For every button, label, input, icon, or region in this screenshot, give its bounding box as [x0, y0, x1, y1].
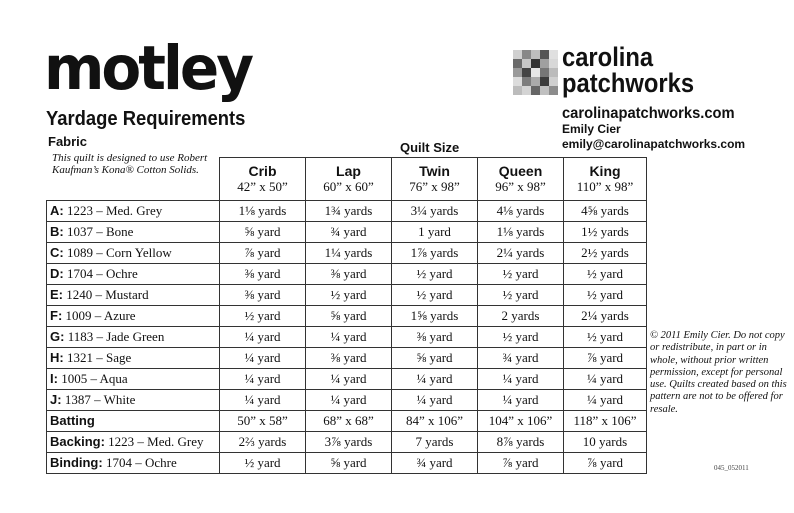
- yardage-cell: 2⅔ yards: [220, 432, 306, 453]
- logo-tile: [513, 59, 522, 68]
- yardage-cell: 68” x 68”: [306, 411, 392, 432]
- fabric-key: H:: [50, 350, 64, 365]
- size-twin-header: Twin 76” x 98”: [392, 158, 478, 201]
- yardage-cell: ½ yard: [392, 285, 478, 306]
- logo-tile: [531, 77, 540, 86]
- table-row: [47, 453, 647, 474]
- fabric-name: 1387 – White: [61, 392, 136, 407]
- table-row: [47, 432, 647, 453]
- yardage-cell: 1½ yards: [564, 222, 647, 243]
- table-row: [47, 348, 647, 369]
- fabric-key: F:: [50, 308, 63, 323]
- yardage-cell: 84” x 106”: [392, 411, 478, 432]
- logo-tile: [540, 68, 549, 77]
- fabric-key: J:: [50, 392, 62, 407]
- yardage-cell: ½ yard: [220, 306, 306, 327]
- fabric-key: B:: [50, 224, 64, 239]
- header-blank-cell: [47, 158, 220, 201]
- yardage-cell: ⅝ yard: [306, 453, 392, 474]
- fabric-name: 1005 – Aqua: [57, 371, 128, 386]
- logo-tile: [513, 50, 522, 59]
- fabric-row-label: [47, 285, 220, 306]
- yardage-cell: ½ yard: [564, 327, 647, 348]
- yardage-cell: ⅜ yard: [306, 348, 392, 369]
- yardage-cell: ⅞ yard: [220, 243, 306, 264]
- size-queen-header: Queen 96” x 98”: [478, 158, 564, 201]
- fabric-key: D:: [50, 266, 64, 281]
- yardage-cell: ⅝ yard: [392, 348, 478, 369]
- author-name: Emily Cier: [562, 122, 621, 136]
- yardage-cell: 118” x 106”: [564, 411, 647, 432]
- yardage-cell: ½ yard: [392, 264, 478, 285]
- fabric-key: E:: [50, 287, 63, 302]
- yardage-cell: 1¼ yards: [306, 243, 392, 264]
- yardage-cell: ⅜ yard: [392, 327, 478, 348]
- yardage-cell: ¾ yard: [392, 453, 478, 474]
- table-row: [47, 264, 647, 285]
- logo-tile: [522, 50, 531, 59]
- yardage-cell: ½ yard: [220, 453, 306, 474]
- yardage-cell: 4⅛ yards: [478, 201, 564, 222]
- copyright-notice: © 2011 Emily Cier. Do not copy or redistribute, in part or in whole, without prior written permission, except for personal use. Quilts created based on this pattern are not to be offered for resale.: [650, 330, 787, 415]
- yardage-cell: ¼ yard: [220, 369, 306, 390]
- table-row: [47, 201, 647, 222]
- fabric-name: 1321 – Sage: [63, 350, 132, 365]
- yardage-cell: 1⅛ yards: [220, 201, 306, 222]
- fabric-label: Fabric: [48, 134, 88, 149]
- yardage-cell: ¾ yard: [478, 348, 564, 369]
- fabric-key: Backing:: [50, 434, 105, 449]
- fabric-name: 1183 – Jade Green: [64, 329, 165, 344]
- logo-tile: [549, 68, 558, 77]
- logo-tile: [540, 86, 549, 95]
- yardage-cell: ⅜ yard: [220, 285, 306, 306]
- yardage-cell: 7 yards: [392, 432, 478, 453]
- fabric-key: G:: [50, 329, 65, 344]
- fabric-row-label: [47, 201, 220, 222]
- table-row: [47, 390, 647, 411]
- yardage-cell: 2¼ yards: [564, 306, 647, 327]
- logo-tile: [540, 50, 549, 59]
- fabric-name: 1704 – Ochre: [102, 455, 177, 470]
- pattern-code: 045_052011: [714, 464, 749, 472]
- table-row: [47, 327, 647, 348]
- yardage-cell: ½ yard: [478, 264, 564, 285]
- yardage-cell: 1 yard: [392, 222, 478, 243]
- yardage-cell: 2 yards: [478, 306, 564, 327]
- yardage-cell: ¼ yard: [306, 327, 392, 348]
- table-row: [47, 285, 647, 306]
- fabric-row-label: [47, 369, 220, 390]
- logo-tile: [513, 68, 522, 77]
- logo-tile: [522, 68, 531, 77]
- table-row: [47, 369, 647, 390]
- fabric-key: Binding:: [50, 455, 103, 470]
- fabric-name: 1009 – Azure: [62, 308, 136, 323]
- brand-name-line1: carolina: [562, 42, 654, 72]
- fabric-name: 1223 – Med. Grey: [63, 203, 163, 218]
- table-row: [47, 411, 647, 432]
- table-header-row: [47, 158, 647, 201]
- yardage-cell: ½ yard: [478, 327, 564, 348]
- yardage-cell: 1⅞ yards: [392, 243, 478, 264]
- yardage-cell: ½ yard: [478, 285, 564, 306]
- logo-tile: [549, 59, 558, 68]
- yardage-cell: 2¼ yards: [478, 243, 564, 264]
- yardage-cell: ⅝ yard: [220, 222, 306, 243]
- yardage-cell: ½ yard: [564, 264, 647, 285]
- brand-name: [562, 44, 694, 96]
- yardage-cell: ¼ yard: [306, 390, 392, 411]
- logo-tile: [522, 77, 531, 86]
- yardage-cell: 8⅞ yards: [478, 432, 564, 453]
- yardage-cell: ¼ yard: [564, 390, 647, 411]
- yardage-cell: ¼ yard: [392, 369, 478, 390]
- fabric-row-label: [47, 453, 220, 474]
- yardage-cell: ¼ yard: [392, 390, 478, 411]
- brand-name-line2: patchworks: [562, 68, 695, 98]
- fabric-row-label: [47, 348, 220, 369]
- fabric-key: I:: [50, 371, 58, 386]
- fabric-row-label: [47, 390, 220, 411]
- yardage-cell: 1⅛ yards: [478, 222, 564, 243]
- size-lap-header: Lap 60” x 60”: [306, 158, 392, 201]
- fabric-name: 1704 – Ochre: [63, 266, 138, 281]
- fabric-row-label: [47, 243, 220, 264]
- yardage-cell: ¾ yard: [306, 222, 392, 243]
- logo-tile: [522, 59, 531, 68]
- yardage-cell: ⅞ yard: [564, 348, 647, 369]
- yardage-cell: ⅞ yard: [478, 453, 564, 474]
- yardage-cell: ⅜ yard: [220, 264, 306, 285]
- yardage-cell: ¼ yard: [478, 390, 564, 411]
- quilt-size-label: Quilt Size: [400, 140, 460, 155]
- size-crib-header: Crib 42” x 50”: [220, 158, 306, 201]
- logo-tile: [531, 86, 540, 95]
- table-row: [47, 222, 647, 243]
- yardage-cell: ¼ yard: [306, 369, 392, 390]
- yardage-cell: ¼ yard: [220, 327, 306, 348]
- yardage-cell: 2½ yards: [564, 243, 647, 264]
- size-king-header: King 110” x 98”: [564, 158, 647, 201]
- page-subtitle: Yardage Requirements: [46, 108, 246, 130]
- yardage-cell: 3¼ yards: [392, 201, 478, 222]
- logo-tile: [549, 86, 558, 95]
- fabric-name: 1240 – Mustard: [63, 287, 149, 302]
- yardage-cell: 1¾ yards: [306, 201, 392, 222]
- fabric-key: A:: [50, 203, 64, 218]
- yardage-cell: 4⅝ yards: [564, 201, 647, 222]
- logo-tile: [531, 50, 540, 59]
- yardage-cell: 3⅞ yards: [306, 432, 392, 453]
- design-note: This quilt is designed to use Robert Kaufman’s Kona® Cotton Solids.: [52, 152, 208, 176]
- yardage-cell: ¼ yard: [220, 348, 306, 369]
- fabric-name: 1223 – Med. Grey: [104, 434, 204, 449]
- yardage-cell: ⅝ yard: [306, 306, 392, 327]
- fabric-name: 1037 – Bone: [63, 224, 134, 239]
- fabric-name: 1089 – Corn Yellow: [63, 245, 172, 260]
- email-link[interactable]: emily@carolinapatchworks.com: [562, 137, 746, 151]
- fabric-key: Batting: [50, 413, 95, 428]
- website-link[interactable]: carolinapatchworks.com: [562, 105, 735, 122]
- logo-tile: [549, 50, 558, 59]
- yardage-cell: ½ yard: [306, 285, 392, 306]
- logo-tile: [549, 77, 558, 86]
- fabric-row-label: [47, 411, 220, 432]
- table-row: [47, 306, 647, 327]
- yardage-cell: 50” x 58”: [220, 411, 306, 432]
- yardage-table: [46, 157, 647, 474]
- fabric-row-label: [47, 222, 220, 243]
- yardage-cell: ¼ yard: [564, 369, 647, 390]
- yardage-cell: 10 yards: [564, 432, 647, 453]
- yardage-cell: ½ yard: [564, 285, 647, 306]
- logo-tile: [522, 86, 531, 95]
- fabric-row-label: [47, 327, 220, 348]
- yardage-cell: ¼ yard: [478, 369, 564, 390]
- fabric-row-label: [47, 432, 220, 453]
- table-row: [47, 243, 647, 264]
- yardage-cell: ¼ yard: [220, 390, 306, 411]
- logo-tile: [540, 77, 549, 86]
- yardage-cell: ⅜ yard: [306, 264, 392, 285]
- fabric-key: C:: [50, 245, 64, 260]
- fabric-row-label: [47, 264, 220, 285]
- fabric-row-label: [47, 306, 220, 327]
- logo-tile: [540, 59, 549, 68]
- brand-logo-mosaic-icon: [513, 50, 558, 95]
- logo-tile: [531, 59, 540, 68]
- logo-tile: [531, 68, 540, 77]
- pattern-title: motley: [44, 32, 252, 104]
- logo-tile: [513, 77, 522, 86]
- yardage-cell: 1⅝ yards: [392, 306, 478, 327]
- yardage-cell: ⅞ yard: [564, 453, 647, 474]
- yardage-cell: 104” x 106”: [478, 411, 564, 432]
- logo-tile: [513, 86, 522, 95]
